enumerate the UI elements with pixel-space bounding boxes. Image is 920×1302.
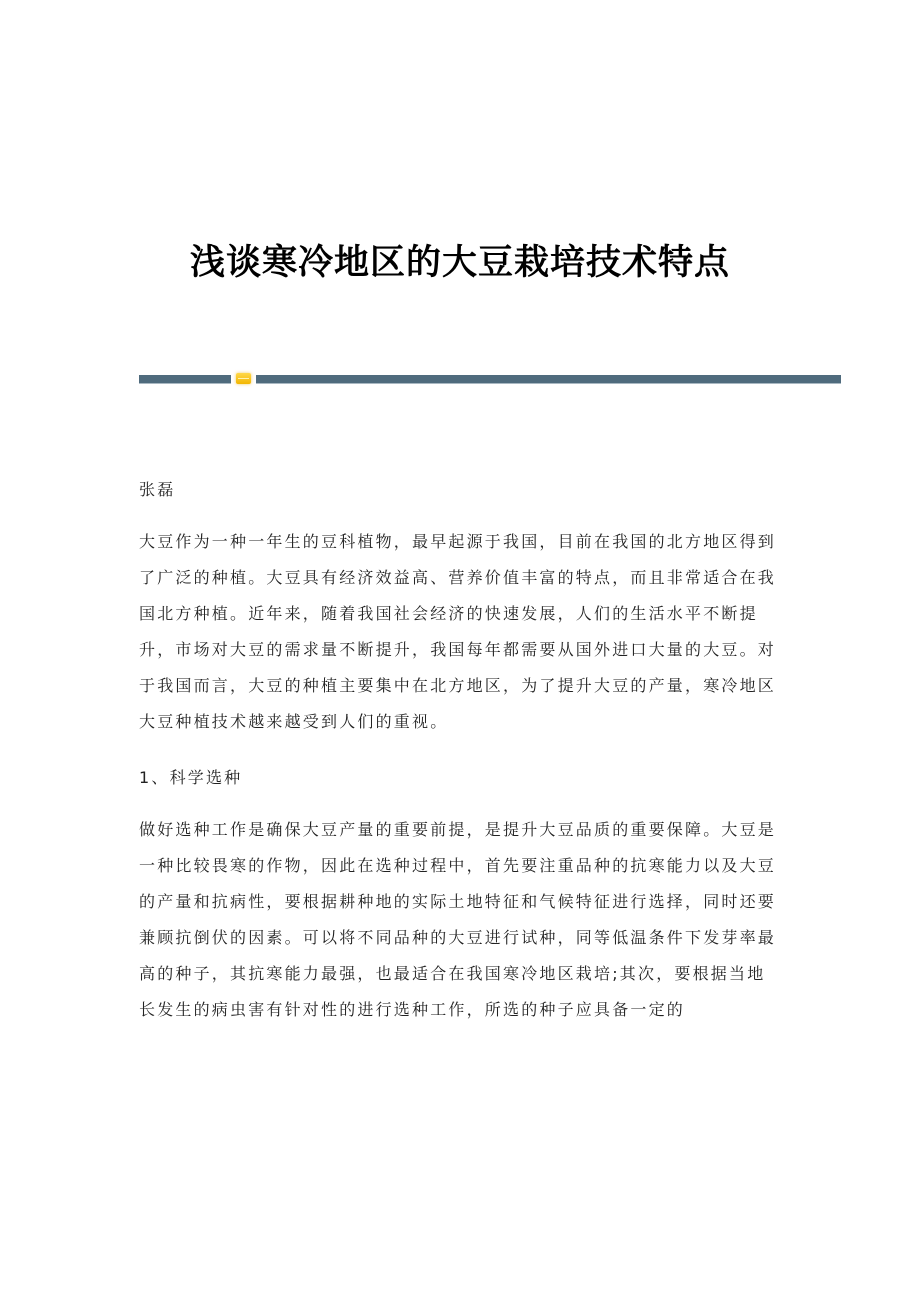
section-paragraph: 做好选种工作是确保大豆产量的重要前提，是提升大豆品质的重要保障。大豆是一种比较畏寒的作物，因此在选种过程中，首先要注重品种的抗寒能力以及大豆的产量和抗病性，要根据耕种地的实际土地特征和气候特征进行选择，同时还要兼顾抗倒伏的因素。可以将不同品种的大豆进行试种，同等低温条件下发芽率最高的种子，其抗寒能力最强，也最适合在我国寒冷地区栽培;其次，要根据当地长发生的病虫害有针对性的进行选种工作，所选的种子应具备一定的 — [139, 820, 777, 1019]
ornament-icon — [236, 373, 251, 384]
page-title: 浅谈寒冷地区的大豆栽培技术特点 — [189, 242, 730, 284]
divider-bar-left — [139, 375, 231, 384]
author-name: 张磊 — [139, 480, 176, 499]
divider-bar-right — [256, 375, 841, 384]
section-heading: 1、科学选种 — [139, 768, 243, 787]
document-body — [139, 472, 779, 1048]
title-divider — [139, 375, 841, 384]
intro-paragraph: 大豆作为一种一年生的豆科植物，最早起源于我国，目前在我国的北方地区得到了广泛的种植。大豆具有经济效益高、营养价值丰富的特点，而且非常适合在我国北方种植。近年来，随着我国社会经济的快速发展，人们的生活水平不断提升，市场对大豆的需求量不断提升，我国每年都需要从国外进口大量的大豆。对于我国而言，大豆的种植主要集中在北方地区，为了提升大豆的产量，寒冷地区大豆种植技术越来越受到人们的重视。 — [139, 532, 777, 731]
